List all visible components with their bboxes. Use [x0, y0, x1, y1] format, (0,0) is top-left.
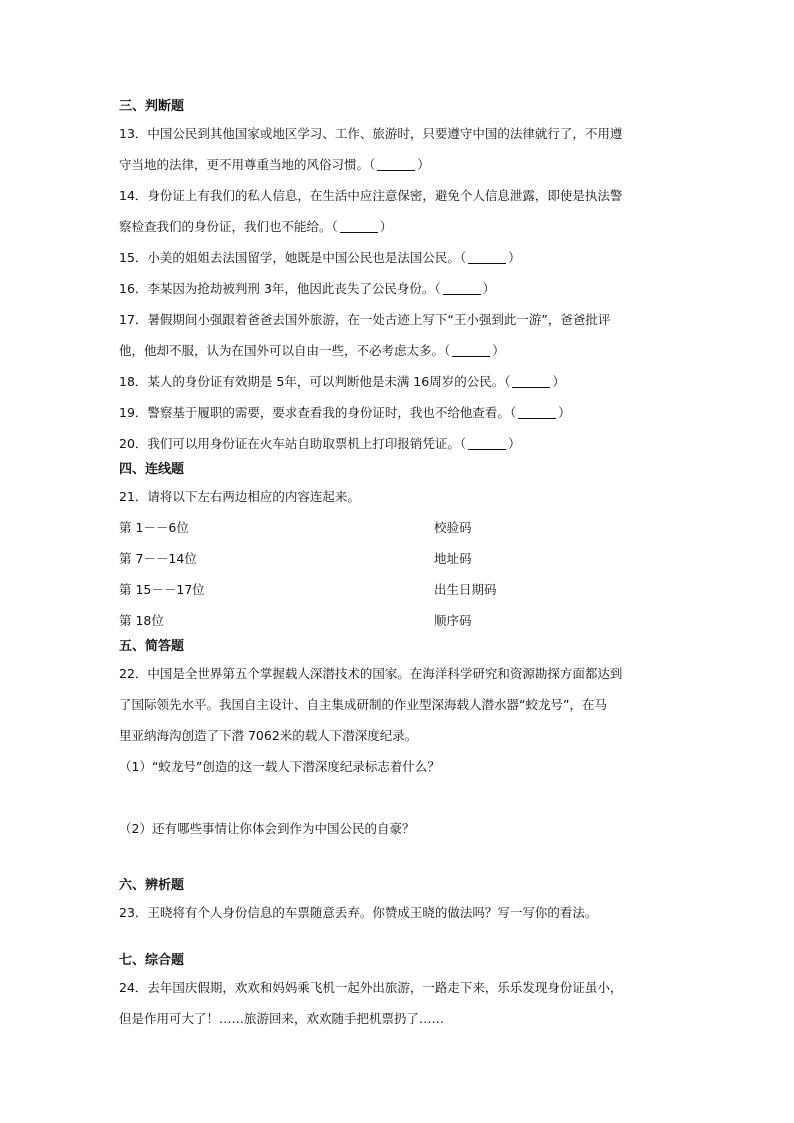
question-18: 18．某人的身份证有效期是 5年，可以判断他是未满 16周岁的公民。（ ）	[119, 374, 565, 389]
match-right-item[interactable]: 校验码	[434, 520, 472, 535]
answer-blank[interactable]	[452, 342, 490, 357]
question-22: 22．中国是全世界第五个掌握载人深潜技术的国家。在海洋科学研究和资源勘探方面都达到 了国际领先水平。我国自主设计、自主集成研制的作业型深海载人潜水器“蛟龙号”，在马 里亚纳海沟创造了下潜 7062米的载人下潜深度纪录。 （1）“蛟龙号”创造的这一载人下潜深度纪录标志着什么？ （2）还有哪些事情让你体会到作为中国公民的自豪？	[119, 658, 679, 875]
match-right-item[interactable]: 顺序码	[434, 613, 472, 628]
section-heading-analysis: 六、辨析题	[119, 878, 185, 893]
question-13: 13．中国公民到其他国家或地区学习、工作、旅游时，只要遵守中国的法律就行了，不用遵 守当地的法律，更不用尊重当地的风俗习惯。（ ）	[119, 126, 623, 172]
sub-question-2: （2）还有哪些事情让你体会到作为中国公民的自豪？	[119, 821, 415, 836]
sub-question-1: （1）“蛟龙号”创造的这一载人下潜深度纪录标志着什么？	[119, 759, 440, 774]
answer-space[interactable]	[119, 782, 679, 813]
worksheet-page	[119, 96, 679, 1034]
answer-blank[interactable]	[340, 218, 378, 233]
answer-blank[interactable]	[443, 280, 481, 295]
question-21: 21．请将以下左右两边相应的内容连起来。	[119, 489, 360, 504]
question-16: 16．李某因为抢劫被判刑 3年，他因此丧失了公民身份。（ ）	[119, 281, 496, 296]
question-20: 20．我们可以用身份证在火车站自助取票机上打印报销凭证。（ ）	[119, 436, 521, 451]
question-17: 17．暑假期间小强跟着爸爸去国外旅游，在一处古迹上写下“王小强到此一游”，爸爸批评 他，他却不服，认为在国外可以自由一些，不必考虑太多。（ ）	[119, 312, 611, 358]
answer-blank[interactable]	[377, 156, 415, 171]
answer-blank[interactable]	[518, 404, 556, 419]
match-right-item[interactable]: 地址码	[434, 551, 472, 566]
question-23: 23．王晓将有个人身份信息的车票随意丢弃。你赞成王晓的做法吗？写一写你的看法。	[119, 905, 598, 920]
match-left-item[interactable]: 第 18位	[119, 613, 164, 628]
matching-table	[119, 512, 679, 636]
section-heading-judgment: 三、判断题	[119, 99, 185, 114]
match-left-item[interactable]: 第 15－－17位	[119, 582, 205, 597]
question-19: 19．警察基于履职的需要，要求查看我的身份证时，我也不给他查看。（ ）	[119, 405, 571, 420]
question-15: 15．小美的姐姐去法国留学，她既是中国公民也是法国公民。（ ）	[119, 250, 521, 265]
match-left-item[interactable]: 第 7－－14位	[119, 551, 197, 566]
match-right-item[interactable]: 出生日期码	[434, 582, 497, 597]
answer-blank[interactable]	[512, 373, 550, 388]
section-heading-matching: 四、连线题	[119, 462, 185, 477]
answer-blank[interactable]	[468, 249, 506, 264]
answer-space[interactable]	[119, 844, 679, 875]
section-heading-comprehensive: 七、综合题	[119, 953, 185, 968]
answer-space[interactable]	[119, 928, 679, 950]
question-24: 24．去年国庆假期，欢欢和妈妈乘飞机一起外出旅游，一路走下来，乐乐发现身份证虽小， 但是作用可大了！……旅游回来，欢欢随手把机票扔了……	[119, 980, 623, 1026]
section-heading-short-answer: 五、简答题	[119, 639, 185, 654]
match-left-item[interactable]: 第 1－－6位	[119, 520, 189, 535]
answer-blank[interactable]	[468, 435, 506, 450]
question-14: 14．身份证上有我们的私人信息，在生活中应注意保密，避免个人信息泄露，即使是执法警 察检查我们的身份证，我们也不能给。（ ）	[119, 188, 623, 234]
